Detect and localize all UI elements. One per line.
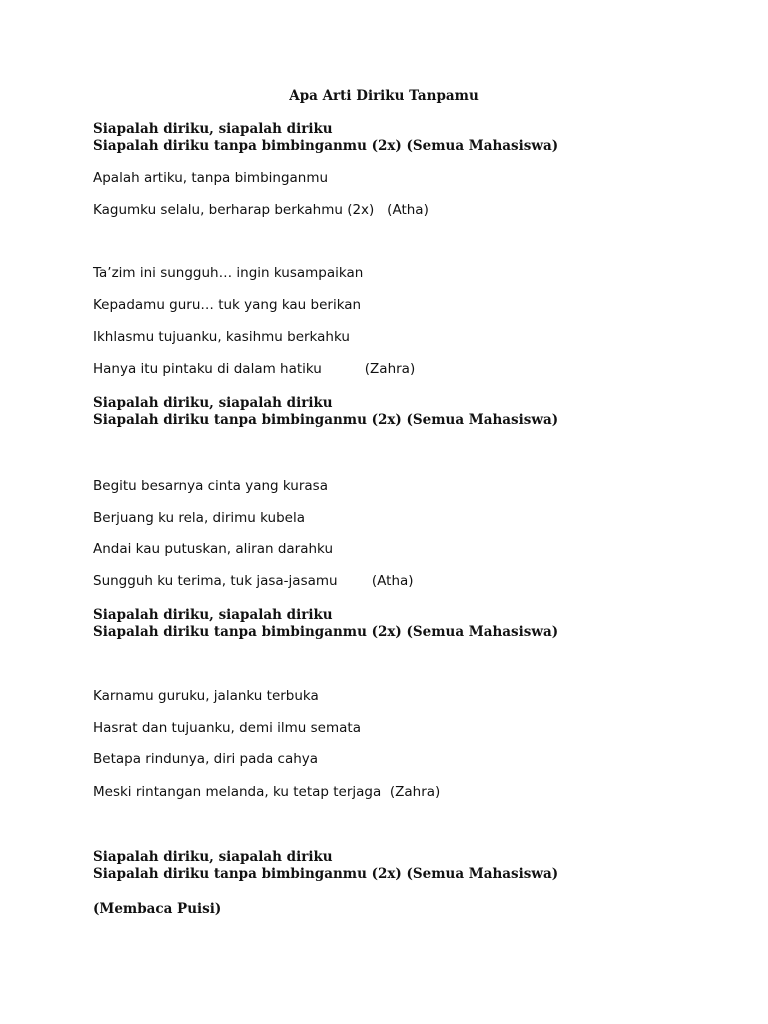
- verse-1-line: Ta’zim ini sungguh… ingin kusampaikan: [93, 265, 364, 281]
- verse-2-line: Andai kau putuskan, aliran darahku: [93, 541, 334, 557]
- verse-1-line: Kepadamu guru… tuk yang kau berikan: [93, 297, 362, 313]
- verse-3-line: Meski rintangan melanda, ku tetap terjaga (Zahra): [93, 784, 441, 800]
- verse-3-line: Hasrat dan tujuanku, demi ilmu semata: [93, 720, 361, 736]
- intro-line: Kagumku selalu, berharap berkahmu (2x) (Atha): [93, 202, 429, 218]
- verse-1-line: Ikhlasmu tujuanku, kasihmu berkahku: [93, 329, 350, 345]
- verse-2-line: Sungguh ku terima, tuk jasa-jasamu (Atha): [93, 573, 414, 589]
- chorus-line-1: Siapalah diriku, siapalah diriku: [93, 607, 333, 623]
- chorus-line-2: Siapalah diriku tanpa bimbinganmu (2x) (Semua Mahasiswa): [93, 138, 559, 154]
- chorus-line-2: Siapalah diriku tanpa bimbinganmu (2x) (Semua Mahasiswa): [93, 624, 559, 640]
- verse-3-line: Karnamu guruku, jalanku terbuka: [93, 688, 319, 704]
- closing-note: (Membaca Puisi): [93, 901, 222, 917]
- chorus-line-2: Siapalah diriku tanpa bimbinganmu (2x) (Semua Mahasiswa): [93, 412, 559, 428]
- document-title: Apa Arti Diriku Tanpamu: [289, 88, 479, 104]
- verse-2-line: Begitu besarnya cinta yang kurasa: [93, 478, 328, 494]
- verse-2-line: Berjuang ku rela, dirimu kubela: [93, 510, 306, 526]
- intro-line: Apalah artiku, tanpa bimbinganmu: [93, 170, 329, 186]
- chorus-line-1: Siapalah diriku, siapalah diriku: [93, 395, 333, 411]
- chorus-line-1: Siapalah diriku, siapalah diriku: [93, 121, 333, 137]
- verse-1-line: Hanya itu pintaku di dalam hatiku (Zahra): [93, 361, 416, 377]
- chorus-line-2: Siapalah diriku tanpa bimbinganmu (2x) (Semua Mahasiswa): [93, 866, 559, 882]
- verse-3-line: Betapa rindunya, diri pada cahya: [93, 751, 319, 767]
- chorus-line-1: Siapalah diriku, siapalah diriku: [93, 849, 333, 865]
